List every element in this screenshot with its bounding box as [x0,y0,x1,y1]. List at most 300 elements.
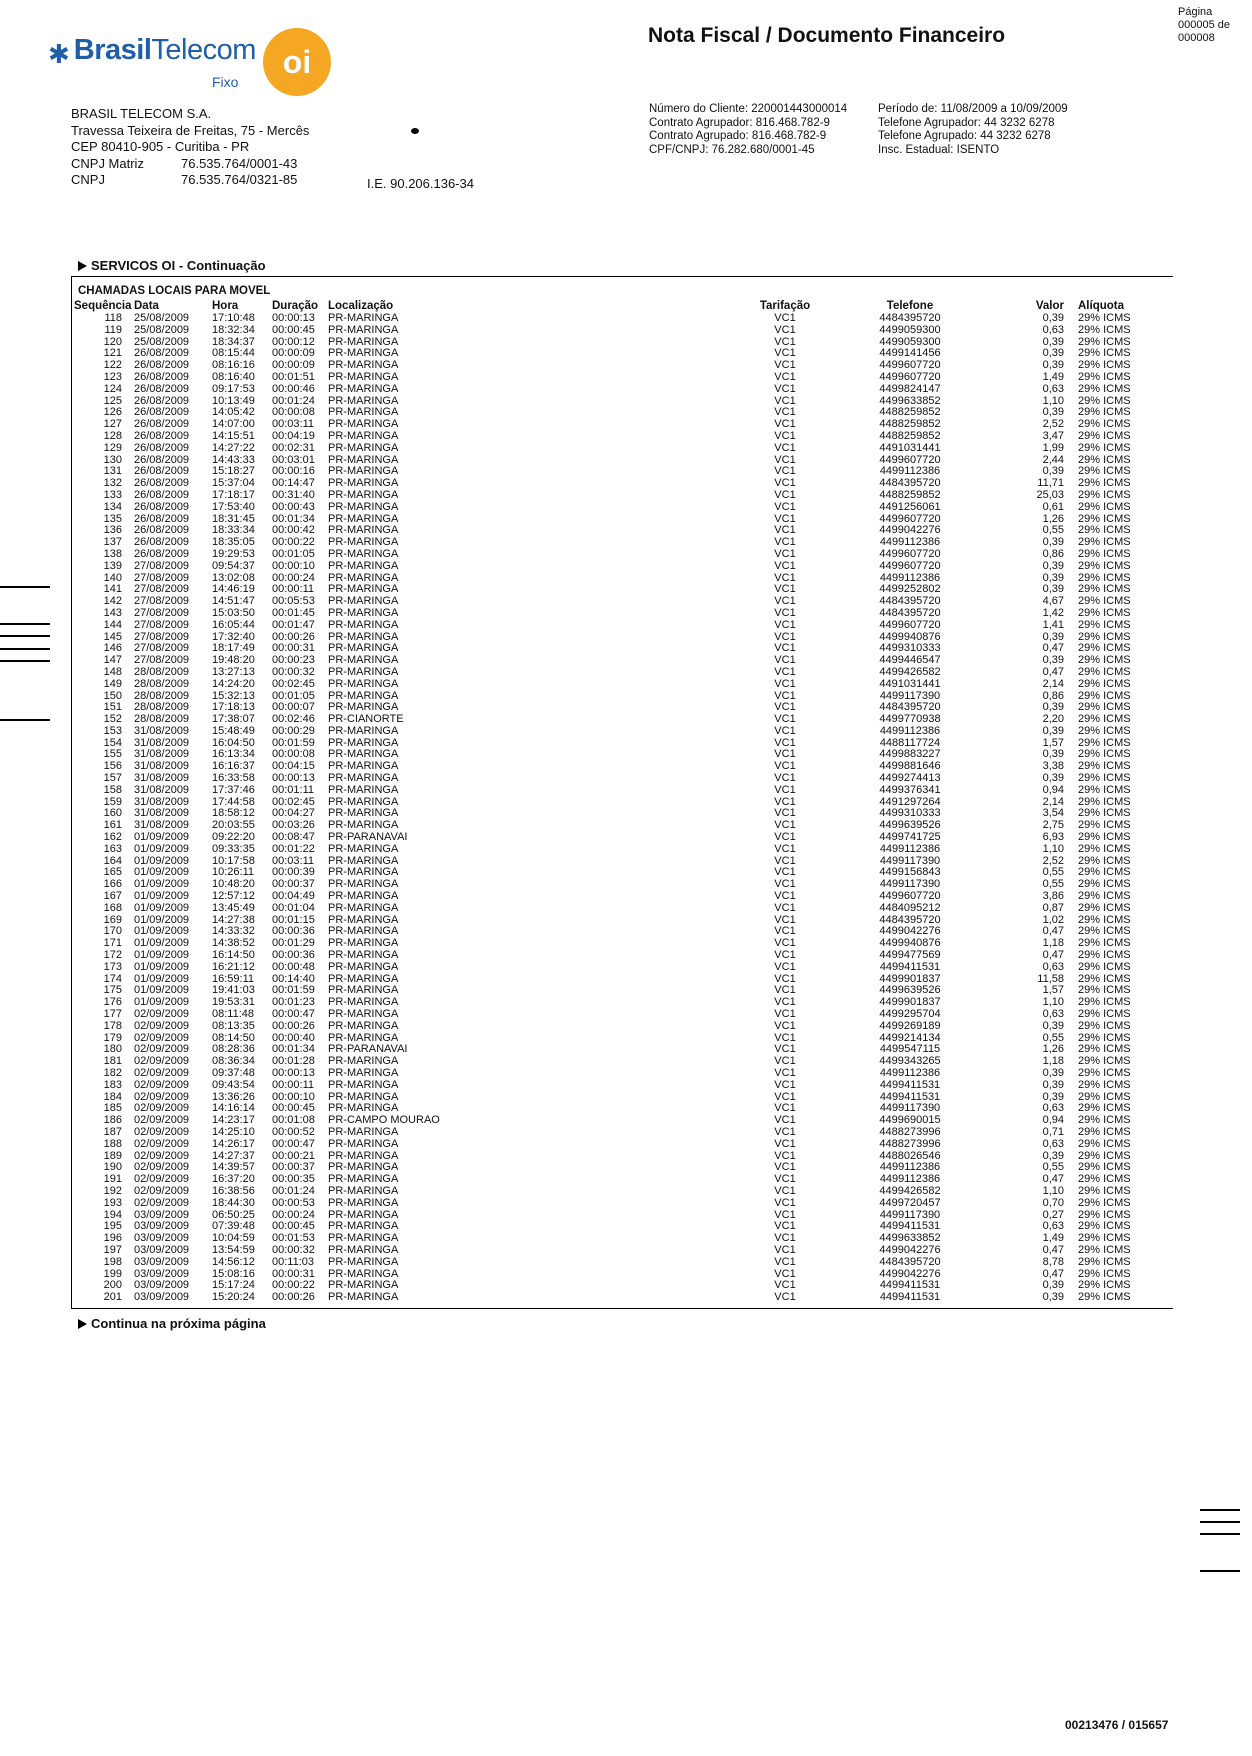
row-data: 02/09/2009 [134,1196,190,1209]
row-seq: 123 [103,370,122,383]
row-localizacao: PR-MARINGA [328,996,399,1009]
row-data: 27/08/2009 [134,618,190,631]
row-tarifacao: VC1 [774,1031,796,1044]
table-row [74,372,1174,384]
row-aliquota: 29% ICMS [1078,618,1131,631]
row-telefone: 4499881646 [879,760,941,773]
row-duracao: 00:00:13 [272,312,315,324]
row-seq: 126 [103,406,122,419]
row-seq: 176 [103,996,122,1009]
col-aliquota: Alíquota [1078,300,1124,312]
row-seq: 170 [103,925,122,938]
document-title: Nota Fiscal / Documento Financeiro [648,24,1006,47]
row-aliquota: 29% ICMS [1078,960,1131,973]
row-localizacao: PR-MARINGA [328,477,399,490]
row-valor: 0,94 [1042,1114,1064,1127]
row-tarifacao: VC1 [774,795,796,808]
row-localizacao: PR-MARINGA [328,724,399,737]
row-aliquota: 29% ICMS [1078,1067,1131,1079]
row-data: 31/08/2009 [134,783,190,796]
triangle-bullet-icon [78,1319,87,1329]
row-telefone: 4484395720 [879,595,941,608]
row-hora: 14:16:14 [212,1102,255,1115]
row-valor: 0,39 [1042,1067,1064,1079]
row-tarifacao: VC1 [774,984,796,997]
row-valor: 4,67 [1042,595,1064,608]
row-localizacao: PR-MARINGA [328,1090,399,1103]
row-hora: 19:41:03 [212,984,255,997]
row-telefone: 4488273996 [879,1137,941,1150]
row-duracao: 00:00:45 [272,1102,315,1115]
row-duracao: 00:00:39 [272,866,315,879]
row-aliquota: 29% ICMS [1078,536,1131,549]
row-duracao: 00:01:05 [272,547,315,560]
row-tarifacao: VC1 [774,618,796,631]
row-valor: 0,39 [1042,406,1064,419]
row-aliquota: 29% ICMS [1078,312,1131,324]
row-tarifacao: VC1 [774,1267,796,1280]
row-aliquota: 29% ICMS [1078,1125,1131,1138]
row-seq: 139 [103,559,122,572]
table-row [74,1198,1174,1210]
row-duracao: 00:03:26 [272,819,315,832]
row-data: 27/08/2009 [134,583,190,596]
row-tarifacao: VC1 [774,760,796,773]
logo-brand-light: Telecom [151,34,256,66]
row-valor: 1,10 [1042,1184,1064,1197]
row-localizacao: PR-CIANORTE [328,713,404,726]
decorative-dot [411,128,419,134]
row-aliquota: 29% ICMS [1078,854,1131,867]
row-data: 31/08/2009 [134,760,190,773]
row-data: 01/09/2009 [134,878,190,891]
row-telefone: 4499940876 [879,630,941,643]
row-seq: 118 [104,312,122,324]
row-valor: 0,39 [1042,654,1064,667]
row-aliquota: 29% ICMS [1078,1019,1131,1032]
row-localizacao: PR-MARINGA [328,984,399,997]
row-localizacao: PR-MARINGA [328,748,399,761]
row-seq: 140 [103,571,122,584]
row-tarifacao: VC1 [774,772,796,785]
row-hora: 09:54:37 [212,559,255,572]
row-duracao: 00:02:45 [272,795,315,808]
margin-mark [0,623,50,625]
row-telefone: 4499426582 [879,665,941,678]
row-tarifacao: VC1 [774,819,796,832]
row-seq: 152 [103,713,122,726]
row-tarifacao: VC1 [774,1196,796,1209]
table-row [74,384,1174,396]
row-hora: 15:08:16 [212,1267,255,1280]
row-localizacao: PR-MARINGA [328,512,399,525]
row-data: 31/08/2009 [134,819,190,832]
row-hora: 08:28:36 [212,1043,255,1056]
row-valor: 2,75 [1042,819,1064,832]
row-hora: 17:10:48 [212,312,255,324]
row-localizacao: PR-MARINGA [328,630,399,643]
row-telefone: 4499059300 [879,323,941,336]
row-aliquota: 29% ICMS [1078,359,1131,372]
row-tarifacao: VC1 [774,996,796,1009]
row-valor: 0,39 [1042,772,1064,785]
row-tarifacao: VC1 [774,312,796,324]
row-data: 28/08/2009 [134,701,190,714]
row-hora: 10:13:49 [212,394,255,407]
row-hora: 12:57:12 [212,890,255,903]
row-valor: 0,39 [1042,1149,1064,1162]
margin-mark [1200,1570,1240,1572]
row-hora: 14:07:00 [212,418,255,431]
row-seq: 179 [103,1031,122,1044]
row-aliquota: 29% ICMS [1078,583,1131,596]
row-tarifacao: VC1 [774,689,796,702]
row-hora: 10:17:58 [212,854,255,867]
row-data: 01/09/2009 [134,925,190,938]
row-valor: 0,39 [1042,359,1064,372]
row-localizacao: PR-MARINGA [328,1243,399,1256]
row-valor: 0,86 [1042,689,1064,702]
company-name: BRASIL TELECOM S.A. [71,106,212,121]
row-tarifacao: VC1 [774,949,796,962]
row-valor: 0,55 [1042,1161,1064,1174]
row-aliquota: 29% ICMS [1078,1102,1131,1115]
row-data: 26/08/2009 [134,536,190,549]
table-row [74,620,1174,632]
row-telefone: 4499112386 [879,1067,941,1079]
row-localizacao: PR-MARINGA [328,819,399,832]
row-localizacao: PR-MARINGA [328,677,399,690]
row-duracao: 00:00:10 [272,1090,315,1103]
row-seq: 167 [103,890,122,903]
row-aliquota: 29% ICMS [1078,370,1131,383]
section-divider [71,276,1173,277]
row-localizacao: PR-MARINGA [328,1267,399,1280]
row-telefone: 4499411531 [879,1220,941,1233]
row-hora: 15:18:27 [212,465,255,478]
table-row [74,431,1174,443]
row-aliquota: 29% ICMS [1078,1043,1131,1056]
row-tarifacao: VC1 [774,1125,796,1138]
row-valor: 0,63 [1042,1220,1064,1233]
row-seq: 143 [103,606,122,619]
row-localizacao: PR-MARINGA [328,736,399,749]
row-duracao: 00:00:32 [272,665,315,678]
row-valor: 1,49 [1042,1232,1064,1245]
row-valor: 1,57 [1042,984,1064,997]
row-seq: 163 [103,842,122,855]
row-aliquota: 29% ICMS [1078,382,1131,395]
row-tarifacao: VC1 [774,1008,796,1021]
row-duracao: 00:00:23 [272,654,315,667]
row-duracao: 00:01:05 [272,689,315,702]
row-tarifacao: VC1 [774,1149,796,1162]
row-duracao: 00:00:36 [272,949,315,962]
row-aliquota: 29% ICMS [1078,878,1131,891]
row-tarifacao: VC1 [774,713,796,726]
row-seq: 177 [103,1008,122,1021]
row-valor: 0,47 [1042,665,1064,678]
row-localizacao: PR-MARINGA [328,783,399,796]
row-duracao: 00:00:37 [272,1161,315,1174]
row-seq: 188 [103,1137,122,1150]
row-aliquota: 29% ICMS [1078,783,1131,796]
row-duracao: 00:00:09 [272,359,315,372]
row-aliquota: 29% ICMS [1078,1232,1131,1245]
row-duracao: 00:01:22 [272,842,315,855]
section-left-border [71,277,72,1308]
brasil-telecom-logo [48,28,338,108]
row-hora: 15:32:13 [212,689,255,702]
row-localizacao: PR-MARINGA [328,1008,399,1021]
row-seq: 128 [103,429,122,442]
row-telefone: 4488026546 [879,1149,941,1162]
row-hora: 08:15:44 [212,347,255,360]
row-tarifacao: VC1 [774,500,796,513]
row-valor: 2,14 [1042,795,1064,808]
row-localizacao: PR-MARINGA [328,618,399,631]
row-aliquota: 29% ICMS [1078,842,1131,855]
row-tarifacao: VC1 [774,370,796,383]
row-duracao: 00:31:40 [272,488,315,501]
row-hora: 18:17:49 [212,642,255,655]
row-valor: 0,63 [1042,1137,1064,1150]
row-valor: 1,42 [1042,606,1064,619]
row-seq: 189 [103,1149,122,1162]
row-seq: 180 [103,1043,122,1056]
row-tarifacao: VC1 [774,524,796,537]
row-telefone: 4499343265 [879,1055,941,1068]
row-duracao: 00:01:45 [272,606,315,619]
row-valor: 0,39 [1042,748,1064,761]
row-seq: 192 [103,1184,122,1197]
row-data: 02/09/2009 [134,1137,190,1150]
table-row [74,1139,1174,1151]
row-seq: 184 [103,1090,122,1103]
row-telefone: 4499633852 [879,394,941,407]
row-data: 28/08/2009 [134,713,190,726]
row-hora: 09:37:48 [212,1067,255,1079]
row-duracao: 00:01:59 [272,736,315,749]
row-aliquota: 29% ICMS [1078,937,1131,950]
row-telefone: 4491256061 [879,500,941,513]
row-seq: 172 [103,949,122,962]
row-telefone: 4491297264 [879,795,941,808]
company-cep: CEP 80410-905 - Curitiba - PR [71,139,250,154]
row-hora: 13:02:08 [212,571,255,584]
table-row [74,1186,1174,1198]
row-data: 26/08/2009 [134,347,190,360]
row-aliquota: 29% ICMS [1078,760,1131,773]
row-seq: 166 [103,878,122,891]
row-valor: 11,71 [1037,477,1064,490]
row-duracao: 00:03:11 [272,418,315,431]
row-valor: 1,18 [1042,1055,1064,1068]
row-duracao: 00:00:26 [272,630,315,643]
row-localizacao: PR-MARINGA [328,595,399,608]
row-data: 27/08/2009 [134,571,190,584]
logo-sub: Fixo [212,74,239,90]
margin-mark [1200,1521,1240,1523]
row-valor: 1,99 [1042,441,1064,454]
row-hora: 14:39:57 [212,1161,255,1174]
row-telefone: 4499607720 [879,359,941,372]
row-telefone: 4491031441 [879,677,941,690]
row-aliquota: 29% ICMS [1078,677,1131,690]
row-duracao: 00:00:26 [272,1291,315,1304]
row-valor: 0,47 [1042,1173,1064,1186]
row-seq: 150 [103,689,122,702]
row-tarifacao: VC1 [774,736,796,749]
row-data: 31/08/2009 [134,795,190,808]
row-telefone: 4499117390 [879,878,941,891]
row-aliquota: 29% ICMS [1078,1137,1131,1150]
page-number: Página 000005 de 000008 [1178,6,1230,44]
row-seq: 156 [103,760,122,773]
row-duracao: 00:01:08 [272,1114,315,1127]
table-row [74,490,1174,502]
row-seq: 183 [103,1078,122,1091]
col-data: Data [134,300,159,312]
row-valor: 2,20 [1042,713,1064,726]
row-telefone: 4499112386 [879,465,941,478]
row-seq: 169 [103,913,122,926]
row-telefone: 4499639526 [879,819,941,832]
row-telefone: 4499269189 [879,1019,941,1032]
row-telefone: 4499607720 [879,453,941,466]
row-hora: 13:27:13 [212,665,255,678]
row-data: 01/09/2009 [134,831,190,844]
row-aliquota: 29% ICMS [1078,1220,1131,1233]
row-hora: 14:24:20 [212,677,255,690]
row-localizacao: PR-MARINGA [328,1196,399,1209]
margin-mark [0,648,50,650]
row-hora: 18:32:34 [212,323,255,336]
row-aliquota: 29% ICMS [1078,429,1131,442]
table-row [74,549,1174,561]
row-localizacao: PR-MARINGA [328,878,399,891]
row-seq: 190 [103,1161,122,1174]
continue-note: Continua na próxima página [78,1316,266,1331]
row-data: 26/08/2009 [134,429,190,442]
row-aliquota: 29% ICMS [1078,890,1131,903]
calls-table [74,300,1174,1304]
row-aliquota: 29% ICMS [1078,1008,1131,1021]
row-duracao: 00:00:31 [272,642,315,655]
row-duracao: 00:01:34 [272,1043,315,1056]
row-localizacao: PR-MARINGA [328,1067,399,1079]
row-duracao: 00:01:34 [272,512,315,525]
row-hora: 13:36:26 [212,1090,255,1103]
row-tarifacao: VC1 [774,842,796,855]
row-seq: 155 [103,748,122,761]
section-subtitle: CHAMADAS LOCAIS PARA MOVEL [78,285,271,297]
row-valor: 0,39 [1042,630,1064,643]
row-duracao: 00:08:47 [272,831,315,844]
row-duracao: 00:00:22 [272,1279,315,1292]
row-valor: 0,47 [1042,642,1064,655]
row-data: 02/09/2009 [134,1019,190,1032]
row-tarifacao: VC1 [774,807,796,820]
row-localizacao: PR-MARINGA [328,760,399,773]
row-hora: 15:20:24 [212,1291,255,1304]
row-duracao: 00:00:45 [272,323,315,336]
row-duracao: 00:00:48 [272,960,315,973]
row-data: 01/09/2009 [134,972,190,985]
row-valor: 0,71 [1042,1125,1064,1138]
period-info: Período de: 11/08/2009 a 10/09/2009 Telefone Agrupador: 44 3232 6278 Telefone Agrupado: 44 3232 6278 Insc. Estadual: ISENTO [878,103,1068,156]
row-aliquota: 29% ICMS [1078,654,1131,667]
row-localizacao: PR-MARINGA [328,606,399,619]
row-hora: 18:31:45 [212,512,255,525]
row-duracao: 00:00:45 [272,1220,315,1233]
row-telefone: 4499639526 [879,984,941,997]
row-duracao: 00:01:29 [272,937,315,950]
row-aliquota: 29% ICMS [1078,736,1131,749]
row-localizacao: PR-MARINGA [328,1137,399,1150]
row-seq: 201 [103,1291,122,1304]
row-localizacao: PR-MARINGA [328,1125,399,1138]
row-tarifacao: VC1 [774,453,796,466]
row-hora: 20:03:55 [212,819,255,832]
row-duracao: 00:02:31 [272,441,315,454]
row-duracao: 00:00:16 [272,465,315,478]
row-data: 02/09/2009 [134,1184,190,1197]
row-duracao: 00:00:22 [272,536,315,549]
row-aliquota: 29% ICMS [1078,477,1131,490]
row-telefone: 4499310333 [879,642,941,655]
row-telefone: 4499117390 [879,689,941,702]
row-duracao: 00:00:10 [272,559,315,572]
row-valor: 3,86 [1042,890,1064,903]
row-telefone: 4499411531 [879,1291,941,1304]
row-data: 27/08/2009 [134,559,190,572]
row-hora: 16:33:58 [212,772,255,785]
table-row [74,726,1174,738]
row-aliquota: 29% ICMS [1078,913,1131,926]
row-tarifacao: VC1 [774,335,796,348]
margin-mark [0,719,50,721]
row-telefone: 4488259852 [879,488,941,501]
row-aliquota: 29% ICMS [1078,595,1131,608]
row-tarifacao: VC1 [774,382,796,395]
row-telefone: 4499310333 [879,807,941,820]
row-valor: 0,63 [1042,960,1064,973]
company-info: BRASIL TELECOM S.A. Travessa Teixeira de Freitas, 75 - Mercês CEP 80410-905 - Curitiba - PR CNPJ Matriz 76.535.764/0001-43 CNPJ 76.535.764/0321-85 [71,106,310,187]
row-telefone: 4499607720 [879,547,941,560]
row-seq: 174 [103,972,122,985]
row-telefone: 4488117724 [879,736,941,749]
table-row [74,1021,1174,1033]
row-seq: 134 [103,500,122,513]
row-hora: 19:29:53 [212,547,255,560]
row-data: 02/09/2009 [134,1031,190,1044]
row-hora: 16:13:34 [212,748,255,761]
row-duracao: 00:00:31 [272,1267,315,1280]
row-tarifacao: VC1 [774,901,796,914]
table-row [74,844,1174,856]
row-data: 02/09/2009 [134,1161,190,1174]
row-data: 02/09/2009 [134,1043,190,1056]
row-aliquota: 29% ICMS [1078,1291,1131,1304]
row-valor: 6,93 [1042,831,1064,844]
row-seq: 133 [103,488,122,501]
margin-mark [1200,1509,1240,1511]
row-telefone: 4484095212 [879,901,941,914]
row-aliquota: 29% ICMS [1078,323,1131,336]
row-localizacao: PR-MARINGA [328,1078,399,1091]
row-telefone: 4484395720 [879,312,941,324]
